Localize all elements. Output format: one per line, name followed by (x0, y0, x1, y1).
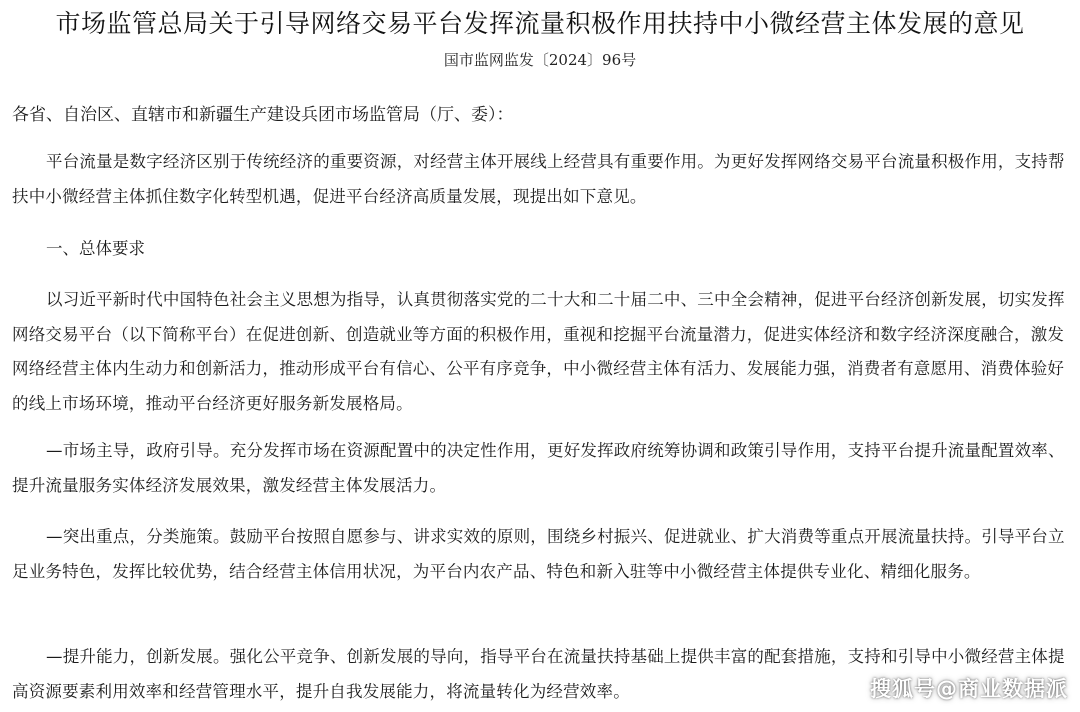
document-title: 市场监管总局关于引导网络交易平台发挥流量积极作用扶持中小微经营主体发展的意见 (55, 9, 1025, 38)
guiding-principle-paragraph: 以习近平新时代中国特色社会主义思想为指导，认真贯彻落实党的二十大和二十届二中、三中全会精神，促进平台经济创新发展，切实发挥网络交易平台（以下简称平台）在促进创新、创造就业等方面的积极作用，重视和挖掘平台流量潜力，促进实体经济和数字经济深度融合，激发网络经营主体内生动力和创新活力，推动形成平台有信心、公平有序竞争，中小微经营主体有活力、发展能力强，消费者有意愿用、消费体验好的线上市场环境，推动平台经济更好服务新发展格局。 (12, 290, 1065, 413)
document-number: 国市监网监发〔2024〕96号 (443, 51, 637, 69)
source-watermark: 搜狐号@商业数据派 (870, 677, 1068, 701)
principle-market-led-paragraph: —市场主导，政府引导。充分发挥市场在资源配置中的决定性作用，更好发挥政府统筹协调和政策引导作用，支持平台提升流量配置效率、提升流量服务实体经济发展效果，激发经营主体发展活力。 (12, 441, 1065, 495)
addressee-line: 各省、自治区、直辖市和新疆生产建设兵团市场监管局（厅、委）： (12, 105, 514, 125)
principle-capability-paragraph: —提升能力，创新发展。强化公平竞争、创新发展的导向，指导平台在流量扶持基础上提供丰富的配套措施，支持和引导中小微经营主体提高资源要素利用效率和经营管理水平，提升自我发展能力，将流量转化为经营效率。 (12, 647, 1065, 701)
principle-key-focus-paragraph: —突出重点，分类施策。鼓励平台按照自愿参与、讲求实效的原则，围绕乡村振兴、促进就业、扩大消费等重点开展流量扶持。引导平台立足业务特色，发挥比较优势，结合经营主体信用状况，为平台内农产品、特色和新入驻等中小微经营主体提供专业化、精细化服务。 (12, 527, 1065, 581)
section-heading-general-requirements: 一、总体要求 (46, 239, 145, 258)
intro-paragraph: 平台流量是数字经济区别于传统经济的重要资源，对经营主体开展线上经营具有重要作用。为更好发挥网络交易平台流量积极作用，支持帮扶中小微经营主体抓住数字化转型机遇，促进平台经济高质量发展，现提出如下意见。 (12, 152, 1065, 206)
